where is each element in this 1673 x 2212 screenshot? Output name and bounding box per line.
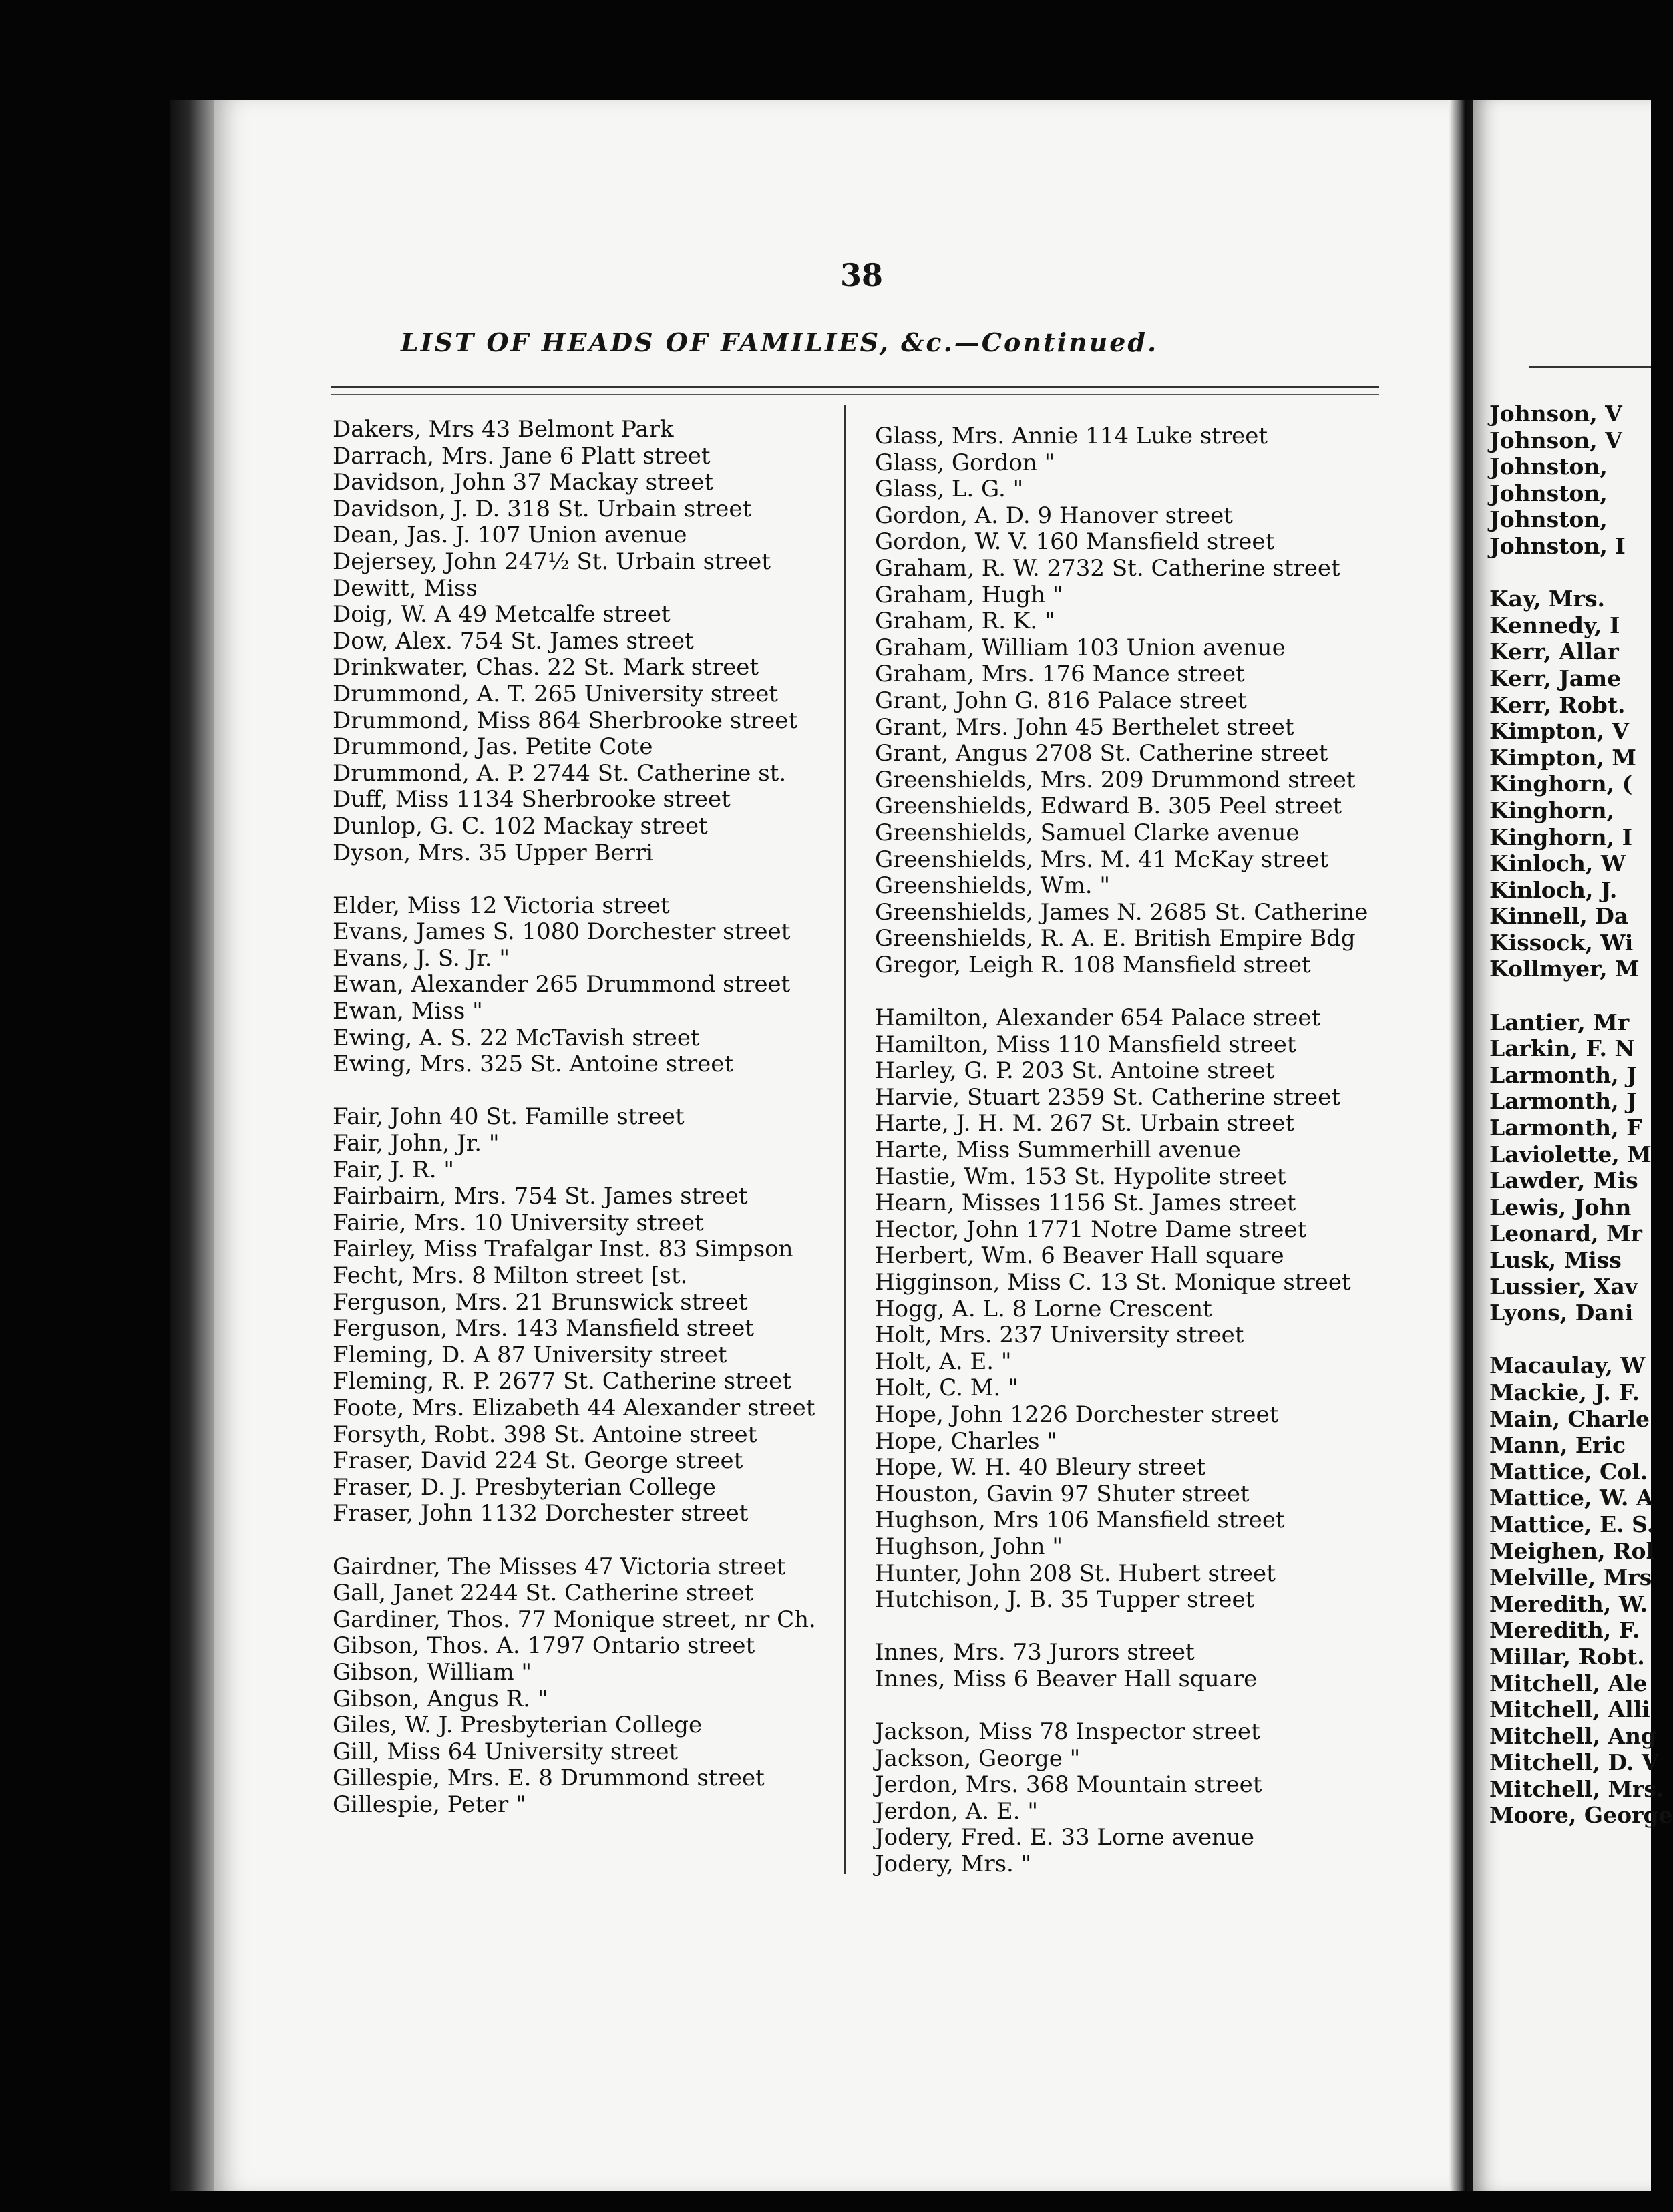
directory-entry: Jodery, Fred. E. 33 Lorne avenue bbox=[875, 1824, 1255, 1851]
directory-entry: Meredith, F. bbox=[1489, 1617, 1640, 1644]
directory-entry: Kerr, Jame bbox=[1489, 665, 1622, 691]
directory-entry: Kinghorn, bbox=[1489, 797, 1615, 823]
directory-entry: Gairdner, The Misses 47 Victoria street bbox=[333, 1553, 786, 1580]
directory-entry: Dean, Jas. J. 107 Union avenue bbox=[333, 522, 687, 549]
directory-entry: Drummond, Jas. Petite Cote bbox=[333, 733, 653, 761]
directory-entry: Darrach, Mrs. Jane 6 Platt street bbox=[333, 442, 711, 470]
directory-entry: Greenshields, R. A. E. British Empire Bdg bbox=[875, 925, 1356, 952]
section-gap bbox=[1489, 982, 1663, 1009]
directory-entry: Jackson, Miss 78 Inspector street bbox=[875, 1718, 1260, 1746]
column-divider bbox=[844, 405, 846, 1874]
directory-entry: Mattice, Col. bbox=[1489, 1458, 1648, 1485]
directory-entry: Glass, Mrs. Annie 114 Luke street bbox=[875, 423, 1268, 449]
directory-entry: Larmonth, J bbox=[1489, 1088, 1637, 1115]
directory-entry: Innes, Miss 6 Beaver Hall square bbox=[875, 1665, 1258, 1692]
directory-entry: Mitchell, D. V bbox=[1489, 1749, 1659, 1776]
directory-entry: Macaulay, W bbox=[1489, 1352, 1646, 1379]
directory-entry: Lantier, Mr bbox=[1489, 1008, 1630, 1035]
directory-entry: Harte, Miss Summerhill avenue bbox=[875, 1137, 1241, 1164]
directory-entry: Holt, C. M. " bbox=[875, 1374, 1018, 1402]
directory-entry: Davidson, J. D. 318 St. Urbain street bbox=[333, 495, 752, 522]
directory-entry: Jerdon, A. E. " bbox=[875, 1797, 1038, 1825]
directory-entry: Mattice, W. A bbox=[1489, 1485, 1654, 1511]
book-spine bbox=[170, 100, 217, 2191]
directory-entry: Jackson, George " bbox=[875, 1744, 1081, 1772]
directory-entry: Greenshields, Wm. " bbox=[875, 872, 1111, 900]
directory-entry: Kinghorn, ( bbox=[1489, 771, 1633, 797]
directory-entry: Laviolette, M bbox=[1489, 1141, 1652, 1167]
directory-entry: Innes, Mrs. 73 Jurors street bbox=[875, 1639, 1195, 1666]
directory-entry: Dejersey, John 247½ St. Urbain street bbox=[333, 548, 771, 575]
directory-entry: Gibson, Angus R. " bbox=[333, 1685, 548, 1712]
directory-entry: Meighen, Rol bbox=[1489, 1537, 1655, 1564]
directory-entry: Fair, J. R. " bbox=[333, 1156, 455, 1183]
directory-entry: Ferguson, Mrs. 21 Brunswick street bbox=[333, 1288, 748, 1316]
directory-entry: Harvie, Stuart 2359 St. Catherine street bbox=[875, 1083, 1340, 1111]
directory-entry: Hughson, Mrs 106 Mansfield street bbox=[875, 1507, 1285, 1534]
directory-entry: Graham, William 103 Union avenue bbox=[875, 634, 1286, 661]
directory-entry: Jodery, Mrs. " bbox=[875, 1851, 1032, 1878]
directory-entry: Meredith, W. bbox=[1489, 1590, 1648, 1617]
directory-entry: Fair, John 40 St. Famille street bbox=[333, 1103, 685, 1131]
directory-entry: Lussier, Xav bbox=[1489, 1273, 1638, 1300]
directory-entry: Gregor, Leigh R. 108 Mansfield street bbox=[875, 951, 1311, 978]
directory-entry: Mitchell, Ale bbox=[1489, 1670, 1648, 1696]
directory-entry: Kimpton, M bbox=[1489, 744, 1636, 771]
directory-entry: Drinkwater, Chas. 22 St. Mark street bbox=[333, 654, 759, 681]
directory-entry: Herbert, Wm. 6 Beaver Hall square bbox=[875, 1242, 1284, 1270]
directory-entry: Drummond, Miss 864 Sherbrooke street bbox=[333, 707, 798, 734]
directory-entry: Johnson, V bbox=[1489, 401, 1622, 427]
directory-entry: Johnston, bbox=[1489, 453, 1608, 480]
directory-entry: Duff, Miss 1134 Sherbrooke street bbox=[333, 786, 731, 813]
directory-entry: Graham, Mrs. 176 Mance street bbox=[875, 661, 1245, 688]
directory-entry: Mackie, J. F. bbox=[1489, 1378, 1640, 1405]
directory-entry: Drummond, A. T. 265 University street bbox=[333, 680, 779, 707]
directory-entry: Hope, John 1226 Dorchester street bbox=[875, 1401, 1279, 1428]
directory-entry: Hamilton, Alexander 654 Palace street bbox=[875, 1004, 1321, 1032]
directory-entry: Gibson, Thos. A. 1797 Ontario street bbox=[333, 1632, 755, 1660]
directory-entry: Ewan, Miss " bbox=[333, 998, 483, 1025]
directory-entry: Gardiner, Thos. 77 Monique street, nr Ch. bbox=[333, 1606, 816, 1633]
directory-entry: Gordon, W. V. 160 Mansfield street bbox=[875, 528, 1275, 556]
page-number: 38 bbox=[840, 257, 883, 293]
directory-entry: Lyons, Dani bbox=[1489, 1300, 1634, 1326]
directory-entry: Kerr, Robt. bbox=[1489, 691, 1626, 718]
directory-entry: Harley, G. P. 203 St. Antoine street bbox=[875, 1057, 1275, 1085]
directory-entry: Giles, W. J. Presbyterian College bbox=[333, 1712, 703, 1739]
directory-entry: Fair, John, Jr. " bbox=[333, 1130, 500, 1157]
section-gap bbox=[1489, 1326, 1663, 1353]
directory-entry: Mattice, E. S. bbox=[1489, 1511, 1655, 1537]
directory-entry: Fraser, David 224 St. George street bbox=[333, 1447, 743, 1475]
directory-entry: Ferguson, Mrs. 143 Mansfield street bbox=[333, 1315, 754, 1342]
directory-entry: Drummond, A. P. 2744 St. Catherine st. bbox=[333, 759, 787, 787]
left-column bbox=[333, 417, 840, 1818]
directory-entry: Johnston, bbox=[1489, 480, 1608, 506]
directory-entry: Graham, R. K. " bbox=[875, 608, 1055, 635]
directory-entry: Graham, R. W. 2732 St. Catherine street bbox=[875, 554, 1340, 582]
directory-entry: Johnson, V bbox=[1489, 427, 1622, 453]
header-rule bbox=[331, 386, 1379, 388]
section-gap bbox=[333, 866, 840, 893]
section-gap bbox=[875, 978, 1389, 1005]
directory-entry: Lewis, John bbox=[1489, 1193, 1632, 1220]
directory-entry: Grant, Angus 2708 St. Catherine street bbox=[875, 740, 1328, 767]
adjacent-page-column bbox=[1489, 401, 1673, 1829]
directory-entry: Greenshields, Mrs. M. 41 McKay street bbox=[875, 846, 1329, 873]
directory-entry: Fraser, D. J. Presbyterian College bbox=[333, 1473, 716, 1501]
section-gap bbox=[875, 1693, 1389, 1720]
directory-entry: Holt, Mrs. 237 University street bbox=[875, 1322, 1244, 1349]
directory-entry: Higginson, Miss C. 13 St. Monique street bbox=[875, 1269, 1351, 1296]
directory-entry: Kissock, Wi bbox=[1489, 929, 1634, 956]
directory-entry: Evans, James S. 1080 Dorchester street bbox=[333, 918, 791, 946]
directory-entry: Kinnell, Da bbox=[1489, 903, 1629, 930]
directory-entry: Harte, J. H. M. 267 St. Urbain street bbox=[875, 1110, 1294, 1137]
directory-entry: Gall, Janet 2244 St. Catherine street bbox=[333, 1580, 754, 1607]
directory-entry: Mann, Eric bbox=[1489, 1432, 1626, 1459]
directory-entry: Dyson, Mrs. 35 Upper Berri bbox=[333, 839, 653, 866]
directory-entry: Ewing, Mrs. 325 St. Antoine street bbox=[333, 1051, 734, 1078]
directory-entry: Grant, John G. 816 Palace street bbox=[875, 687, 1247, 714]
directory-entry: Hunter, John 208 St. Hubert street bbox=[875, 1559, 1276, 1587]
header-rule-secondary bbox=[331, 394, 1379, 395]
directory-entry: Johnston, bbox=[1489, 506, 1608, 533]
directory-entry: Kerr, Allar bbox=[1489, 638, 1619, 665]
directory-entry: Fairley, Miss Trafalgar Inst. 83 Simpson bbox=[333, 1236, 793, 1263]
page-gutter bbox=[1449, 100, 1476, 2191]
directory-entry: Fleming, R. P. 2677 St. Catherine street bbox=[333, 1368, 791, 1395]
section-gap bbox=[875, 1614, 1389, 1640]
directory-entry: Kinloch, J. bbox=[1489, 876, 1618, 903]
adjacent-header-rule bbox=[1529, 366, 1651, 368]
directory-entry: Davidson, John 37 Mackay street bbox=[333, 469, 713, 496]
directory-entry: Main, Charle bbox=[1489, 1405, 1650, 1432]
directory-entry: Hughson, John " bbox=[875, 1533, 1063, 1560]
directory-entry: Houston, Gavin 97 Shuter street bbox=[875, 1480, 1250, 1507]
directory-entry: Dakers, Mrs 43 Belmont Park bbox=[333, 416, 674, 443]
directory-entry: Hope, W. H. 40 Bleury street bbox=[875, 1454, 1205, 1481]
directory-entry: Doig, W. A 49 Metcalfe street bbox=[333, 601, 671, 628]
directory-entry: Greenshields, Mrs. 209 Drummond street bbox=[875, 766, 1356, 793]
directory-entry: Hector, John 1771 Notre Dame street bbox=[875, 1216, 1307, 1243]
section-gap bbox=[333, 1078, 840, 1105]
directory-entry: Elder, Miss 12 Victoria street bbox=[333, 892, 670, 919]
directory-entry: Hutchison, J. B. 35 Tupper street bbox=[875, 1586, 1255, 1614]
directory-entry: Kimpton, V bbox=[1489, 718, 1630, 745]
directory-entry: Kinghorn, I bbox=[1489, 823, 1633, 850]
directory-entry: Fleming, D. A 87 University street bbox=[333, 1341, 727, 1368]
directory-entry: Johnston, I bbox=[1489, 532, 1626, 559]
right-column bbox=[875, 423, 1389, 1878]
directory-entry: Moore, George bbox=[1489, 1802, 1673, 1829]
section-gap bbox=[1489, 560, 1663, 586]
directory-entry: Gibson, William " bbox=[333, 1658, 532, 1686]
directory-entry: Foote, Mrs. Elizabeth 44 Alexander street bbox=[333, 1394, 815, 1421]
directory-entry: Larmonth, J bbox=[1489, 1061, 1637, 1088]
directory-entry: Mitchell, Alli bbox=[1489, 1696, 1650, 1723]
directory-entry: Holt, A. E. " bbox=[875, 1348, 1012, 1375]
directory-entry: Hastie, Wm. 153 St. Hypolite street bbox=[875, 1163, 1286, 1190]
directory-entry: Jerdon, Mrs. 368 Mountain street bbox=[875, 1771, 1262, 1799]
directory-entry: Leonard, Mr bbox=[1489, 1220, 1642, 1247]
directory-entry: Gill, Miss 64 University street bbox=[333, 1738, 679, 1765]
directory-entry: Greenshields, James N. 2685 St. Catherine bbox=[875, 898, 1368, 926]
directory-entry: Dunlop, G. C. 102 Mackay street bbox=[333, 812, 708, 840]
directory-entry: Glass, Gordon " bbox=[875, 449, 1055, 476]
directory-entry: Millar, Robt. bbox=[1489, 1643, 1645, 1670]
directory-entry: Greenshields, Samuel Clarke avenue bbox=[875, 819, 1300, 846]
directory-entry: Hogg, A. L. 8 Lorne Crescent bbox=[875, 1295, 1212, 1322]
directory-entry: Gillespie, Peter " bbox=[333, 1791, 526, 1818]
directory-entry: Melville, Mrs bbox=[1489, 1564, 1652, 1591]
directory-entry: Glass, L. G. " bbox=[875, 476, 1024, 503]
directory-entry: Dewitt, Miss bbox=[333, 574, 478, 602]
directory-entry: Larkin, F. N bbox=[1489, 1035, 1635, 1062]
directory-entry: Hamilton, Miss 110 Mansfield street bbox=[875, 1031, 1296, 1058]
directory-entry: Fairie, Mrs. 10 University street bbox=[333, 1209, 704, 1236]
directory-entry: Hope, Charles " bbox=[875, 1427, 1057, 1455]
directory-entry: Dow, Alex. 754 St. James street bbox=[333, 627, 694, 655]
directory-entry: Gordon, A. D. 9 Hanover street bbox=[875, 502, 1233, 529]
directory-entry: Hearn, Misses 1156 St. James street bbox=[875, 1189, 1296, 1217]
directory-entry: Ewing, A. S. 22 McTavish street bbox=[333, 1024, 700, 1051]
directory-entry: Ewan, Alexander 265 Drummond street bbox=[333, 971, 791, 998]
running-head: LIST OF HEADS OF FAMILIES, &c.—Continued. bbox=[401, 327, 1159, 357]
directory-entry: Evans, J. S. Jr. " bbox=[333, 944, 510, 972]
directory-entry: Fecht, Mrs. 8 Milton street [st. bbox=[333, 1262, 688, 1289]
directory-entry: Kay, Mrs. bbox=[1489, 586, 1606, 612]
directory-entry: Kinloch, W bbox=[1489, 850, 1626, 877]
directory-entry: Greenshields, Edward B. 305 Peel street bbox=[875, 793, 1342, 820]
directory-entry: Gillespie, Mrs. E. 8 Drummond street bbox=[333, 1765, 765, 1792]
section-gap bbox=[333, 1527, 840, 1554]
directory-entry: Mitchell, Mrs. bbox=[1489, 1775, 1664, 1802]
directory-entry: Grant, Mrs. John 45 Berthelet street bbox=[875, 713, 1294, 741]
directory-entry: Fairbairn, Mrs. 754 St. James street bbox=[333, 1183, 748, 1210]
directory-entry: Kennedy, I bbox=[1489, 612, 1620, 638]
directory-entry: Lusk, Miss bbox=[1489, 1247, 1622, 1273]
directory-entry: Forsyth, Robt. 398 St. Antoine street bbox=[333, 1421, 757, 1448]
directory-entry: Fraser, John 1132 Dorchester street bbox=[333, 1500, 749, 1527]
directory-entry: Larmonth, F bbox=[1489, 1115, 1642, 1141]
directory-entry: Graham, Hugh " bbox=[875, 581, 1063, 608]
directory-entry: Mitchell, Ang bbox=[1489, 1722, 1657, 1749]
directory-entry: Kollmyer, M bbox=[1489, 956, 1640, 982]
directory-entry: Lawder, Mis bbox=[1489, 1167, 1638, 1194]
